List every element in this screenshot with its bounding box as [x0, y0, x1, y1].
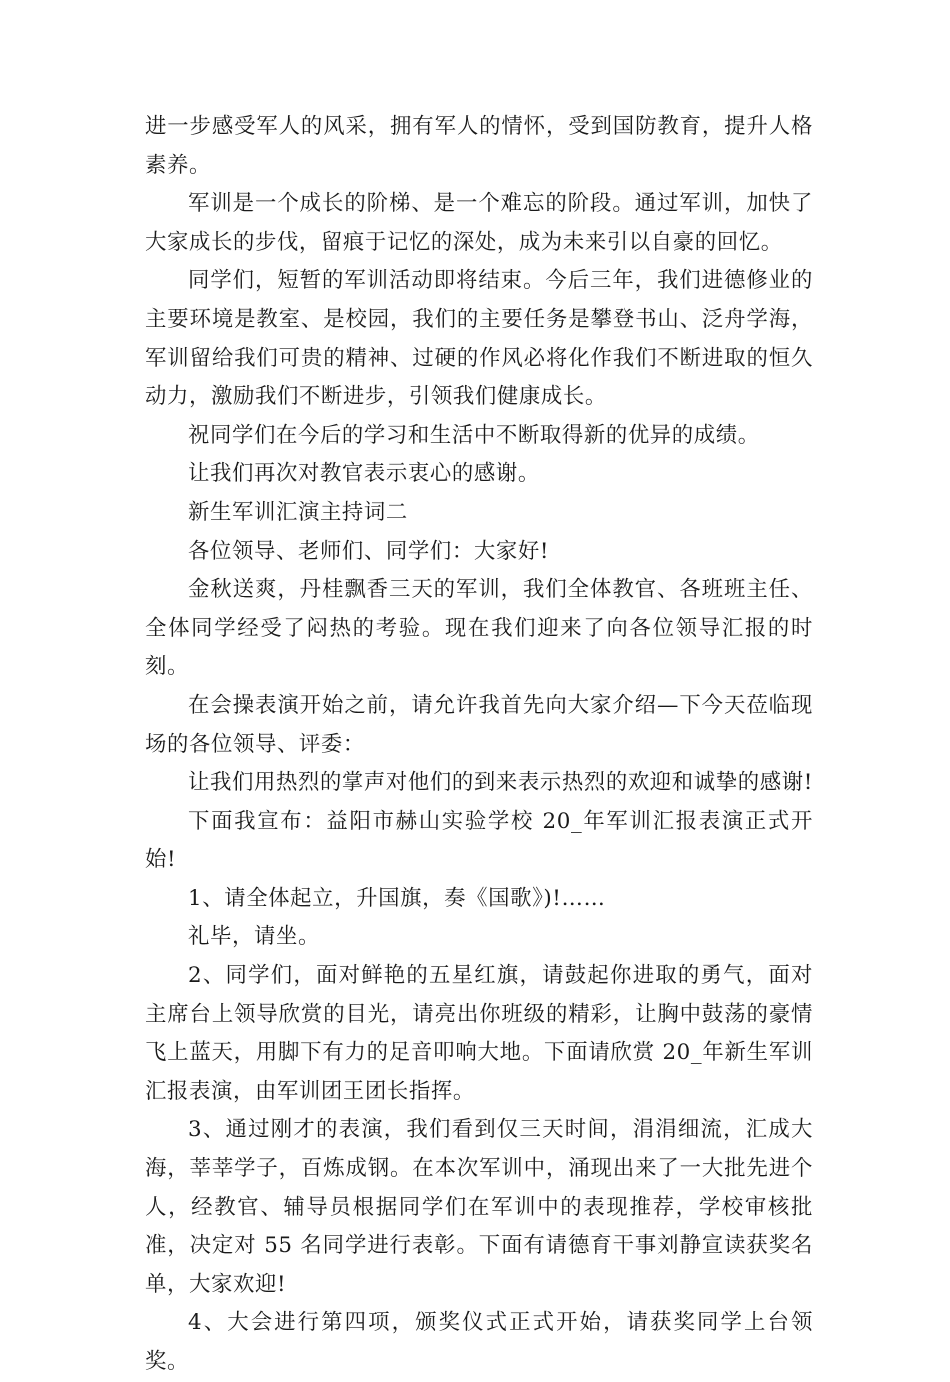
paragraph: 让我们再次对教官表示衷心的感谢。: [188, 461, 540, 487]
document-body: [145, 108, 813, 1382]
section-heading: 新生军训汇演主持词二: [188, 499, 408, 525]
list-item: 1、请全体起立，升国旗，奏《国歌》)!……: [188, 885, 606, 911]
list-item: 2、同学们，面对鲜艳的五星红旗，请鼓起你进取的勇气，面对主席台上领导欣赏的目光，请亮出你班级的精彩，让胸中鼓荡的豪情飞上蓝天，用脚下有力的足音叩响大地。下面请欣赏 20_年新生军训汇报表演，由军训团王团长指挥。: [145, 963, 813, 1104]
paragraph: 在会操表演开始之前，请允许我首先向大家介绍—下今天莅临现场的各位领导、评委：: [145, 692, 813, 757]
list-item: 3、通过刚才的表演，我们看到仅三天时间，涓涓细流，汇成大海，莘莘学子，百炼成钢。在本次军训中，涌现出来了一大批先进个人，经教官、辅导员根据同学们在军训中的表现推荐，学校审核批准，决定对 55 名同学进行表彰。下面有请德育干事刘静宣读获奖名单，大家欢迎!: [145, 1117, 813, 1297]
list-item: 4、大会进行第四项，颁奖仪式正式开始，请获奖同学上台领奖。: [145, 1310, 813, 1374]
paragraph: 金秋送爽，丹桂飘香三天的军训，我们全体教官、各班班主任、全体同学经受了闷热的考验。现在我们迎来了向各位领导汇报的时刻。: [145, 577, 813, 680]
paragraph: 军训是一个成长的阶梯、是一个难忘的阶段。通过军训，加快了大家成长的步伐，留痕于记忆的深处，成为未来引以自豪的回忆。: [145, 191, 813, 255]
paragraph: 礼毕，请坐。: [188, 924, 320, 950]
paragraph: 祝同学们在今后的学习和生活中不断取得新的优异的成绩。: [188, 422, 760, 448]
paragraph: 让我们用热烈的掌声对他们的到来表示热烈的欢迎和诚挚的感谢!: [188, 770, 813, 796]
paragraph: 进一步感受军人的风采，拥有军人的情怀，受到国防教育，提升人格素养。: [145, 114, 813, 178]
greeting: 各位领导、老师们、同学们：大家好!: [188, 538, 550, 564]
paragraph: 同学们，短暂的军训活动即将结束。今后三年，我们进德修业的主要环境是教室、是校园，我们的主要任务是攀登书山、泛舟学海，军训留给我们可贵的精神、过硬的作风必将化作我们不断进取的恒久动力，激励我们不断进步，引领我们健康成长。: [145, 268, 813, 410]
paragraph: 下面我宣布：益阳市赫山实验学校 20_年军训汇报表演正式开始!: [145, 808, 813, 873]
